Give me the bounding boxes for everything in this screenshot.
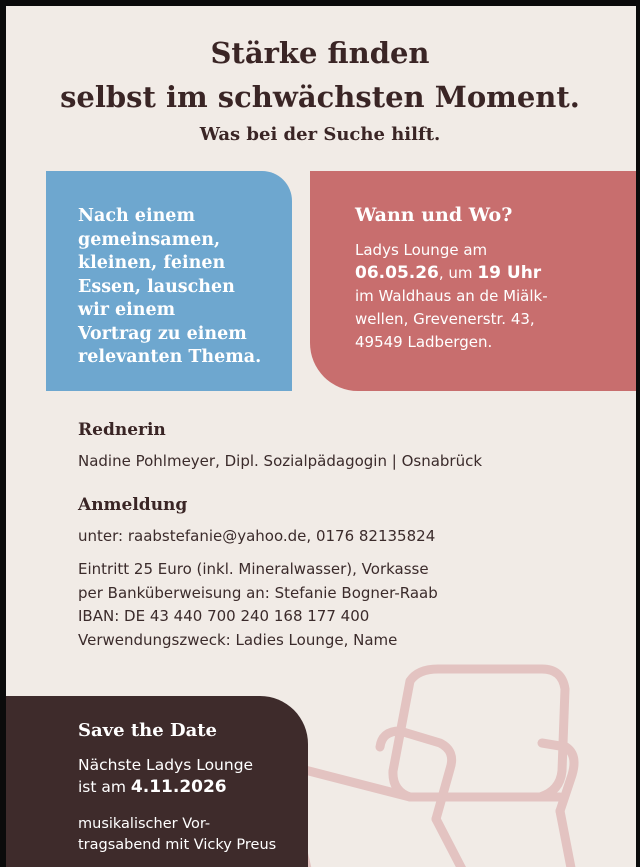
intro-text: Nach einem gemeinsamen, kleinen, feinen Essen, lauschen wir einem Vortrag zu einem relevanten Thema. — [78, 206, 262, 367]
save-the-date-body — [78, 754, 253, 798]
next-lounge-date-prefix: ist am — [78, 778, 131, 796]
event-info-title: Wann und Wo? — [355, 204, 513, 226]
event-info-body — [355, 239, 625, 354]
registration-contact: unter: raabstefanie@yahoo.de, 0176 82135824 — [78, 527, 436, 545]
next-lounge-date: 4.11.2026 — [130, 777, 227, 797]
armchair-icon — [260, 651, 590, 867]
registration-details — [78, 558, 438, 652]
right-border — [636, 0, 640, 867]
save-the-date-box — [0, 696, 308, 867]
event-date-time — [355, 262, 625, 285]
event-info-box — [310, 171, 640, 391]
event-time-prefix: , um — [438, 264, 478, 282]
event-time: 19 Uhr — [477, 263, 542, 283]
music-evening-text — [78, 814, 308, 856]
event-place-line1: im Waldhaus an de Miälk- — [355, 287, 548, 305]
headline-line1: Stärke finden — [210, 36, 430, 70]
intro-box — [46, 171, 292, 391]
registration-bank: per Banküberweisung an: Stefanie Bogner-Raab — [78, 583, 438, 602]
speaker-text: Nadine Pohlmeyer, Dipl. Sozialpädagogin | Osnabrück — [78, 452, 483, 470]
speaker-heading: Rednerin — [78, 420, 166, 440]
registration-heading: Anmeldung — [78, 495, 188, 515]
event-place-line2: wellen, Grevenerstr. 43, — [355, 310, 535, 328]
next-lounge-date-line — [78, 776, 253, 798]
event-place-line3: 49549 Ladbergen. — [355, 333, 493, 351]
event-date: 06.05.26 — [355, 263, 439, 283]
registration-iban: IBAN: DE 43 440 700 240 168 177 400 — [78, 607, 370, 625]
event-venue: Ladys Lounge am — [355, 241, 488, 259]
music-line2: tragsabend mit Vicky Preus — [78, 837, 277, 853]
registration-fee: Eintritt 25 Euro (inkl. Mineralwasser), Vorkasse — [78, 560, 429, 578]
next-lounge-line: Nächste Ladys Lounge — [78, 756, 254, 774]
music-line1: musikalischer Vor- — [78, 816, 211, 832]
left-border — [0, 0, 6, 867]
headline-line2: selbst im schwächsten Moment. — [60, 80, 580, 114]
registration-reference: Verwendungszweck: Ladies Lounge, Name — [78, 630, 398, 649]
save-the-date-title: Save the Date — [78, 720, 217, 741]
headline-subline: Was bei der Suche hilft. — [199, 124, 441, 145]
